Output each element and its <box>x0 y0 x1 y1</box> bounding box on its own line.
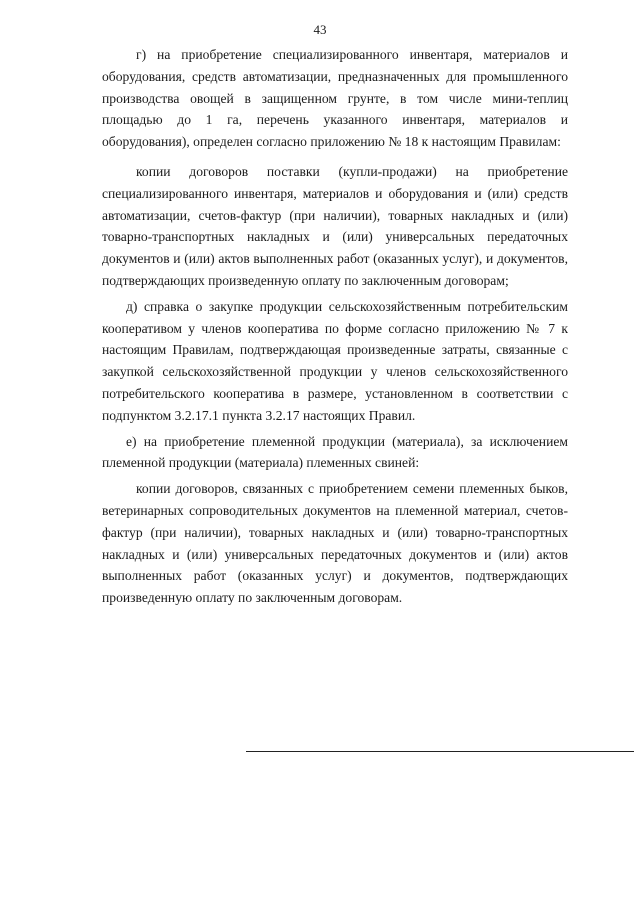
paragraph-clause-e: е) на приобретение племенной продукции (материала), за исключением племенной продукции (материала) племенных свиней: <box>102 433 568 471</box>
paragraph-clause-e-documents: копии договоров, связанных с приобретением семени племенных быков, ветеринарных сопроводительных документов на племенной материал, счетов-фактур (при наличии), товарных накладных и (или) товарно-транспортных накладных и (или) универсальных передаточных документов и (или) актов выполненных работ (оказанных услуг) и документов, подтверждающих произведенную оплату по заключенным договорам. <box>102 481 568 606</box>
paragraph-clause-d: д) справка о закупке продукции сельскохозяйственным потребительским кооперативом у членов кооператива по форме согласно приложению № 7 к настоящим Правилам, подтверждающая произведенные затраты, связанные с закупкой сельскохозяйственной продукции у членов сельскохозяйственного потребительского кооператива в размере, установленном в соответствии с подпунктом 3.2.17.1 пункта 3.2.17 настоящих Правил. <box>102 298 568 423</box>
paragraph-clause-g: г) на приобретение специализированного инвентаря, материалов и оборудования, средств автоматизации, предназначенных для промышленного производства овощей в защищенном грунте, в том числе мини-теплиц площадью до 1 га, перечень указанного инвентаря, материалов и оборудования), определен согласно приложению № 18 к настоящим Правилам: <box>102 47 568 150</box>
paragraph-clause-g-documents: копии договоров поставки (купли-продажи) на приобретение специализированного инвентаря, материалов и оборудования и (или) средств автоматизации, счетов-фактур (при наличии), товарных накладных и (или) товарно-транспортных накладных и (или) универсальных передаточных документов и (или) актов выполненных работ (оказанных услуг), и документов, подтверждающих произведенную оплату по заключенным договорам; <box>102 163 568 288</box>
footer-rule <box>246 751 634 752</box>
page-number: 43 <box>313 22 327 37</box>
body-text <box>102 44 568 609</box>
